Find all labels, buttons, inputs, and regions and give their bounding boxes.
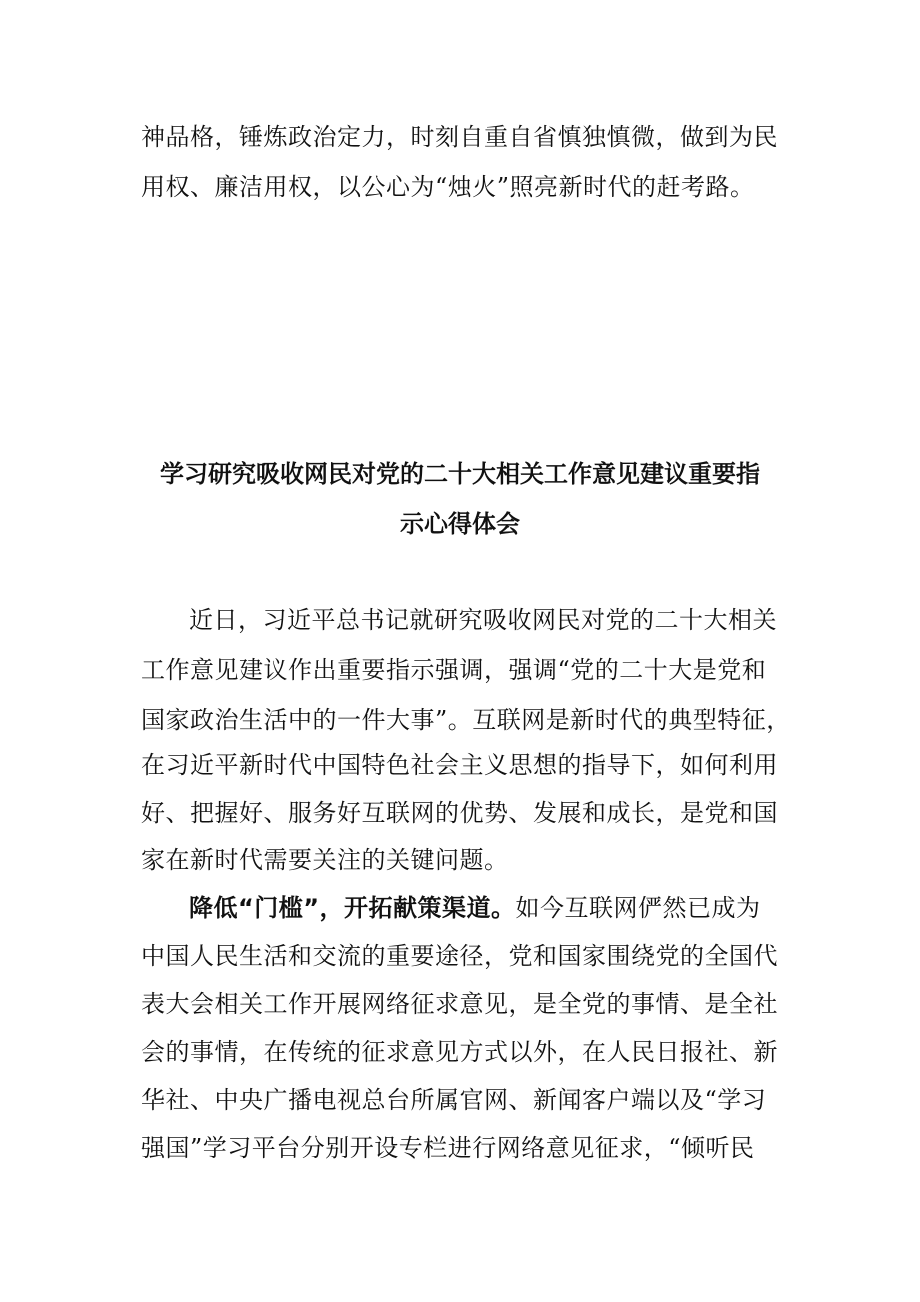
- paragraph-1-line-2: 工作意见建议作出重要指示强调，强调“党的二十大是党和: [141, 656, 767, 684]
- article-title-line-2: 示心得体会: [400, 510, 520, 538]
- paragraph-2-line-4: 会的事情，在传统的征求意见方式以外，在人民日报社、新: [141, 1038, 778, 1066]
- paragraph-1-line-5: 好、把握好、服务好互联网的优势、发展和成长，是党和国: [141, 799, 778, 827]
- paragraph-2-line-5: 华社、中央广播电视总台所属官网、新闻客户端以及“学习: [141, 1086, 767, 1114]
- paragraph-2-line-3: 表大会相关工作开展网络征求意见，是全党的事情、是全社: [141, 990, 778, 1018]
- article-title-line-1: 学习研究吸收网民对党的二十大相关工作意见建议重要指: [160, 460, 760, 488]
- paragraph-1-line-1: 近日，习近平总书记就研究吸收网民对党的二十大相关: [189, 606, 777, 634]
- paragraph-2-line-2: 中国人民生活和交流的重要途径，党和国家围绕党的全国代: [141, 942, 778, 970]
- paragraph-2-line-1-text: 如今互联网俨然已成为: [515, 894, 761, 922]
- paragraph-2-line-6: 强国”学习平台分别开设专栏进行网络意见征求，“倾听民: [141, 1134, 755, 1162]
- paragraph-1-line-3: 国家政治生活中的一件大事”。互联网是新时代的典型特征，: [141, 706, 791, 734]
- paragraph-2-line-1: [189, 891, 781, 925]
- paragraph-1-line-6: 家在新时代需要关注的关键问题。: [141, 846, 509, 874]
- paragraph-1-line-4: 在习近平新时代中国特色社会主义思想的指导下，如何利用: [141, 751, 778, 779]
- top-paragraph-line-1: 神品格，锤炼政治定力，时刻自重自省慎独慎微，做到为民: [141, 123, 778, 151]
- top-paragraph-line-2: 用权、廉洁用权，以公心为“烛火”照亮新时代的赶考路。: [141, 173, 755, 201]
- paragraph-2-heading: 降低“门槛”，开拓献策渠道。: [189, 894, 516, 922]
